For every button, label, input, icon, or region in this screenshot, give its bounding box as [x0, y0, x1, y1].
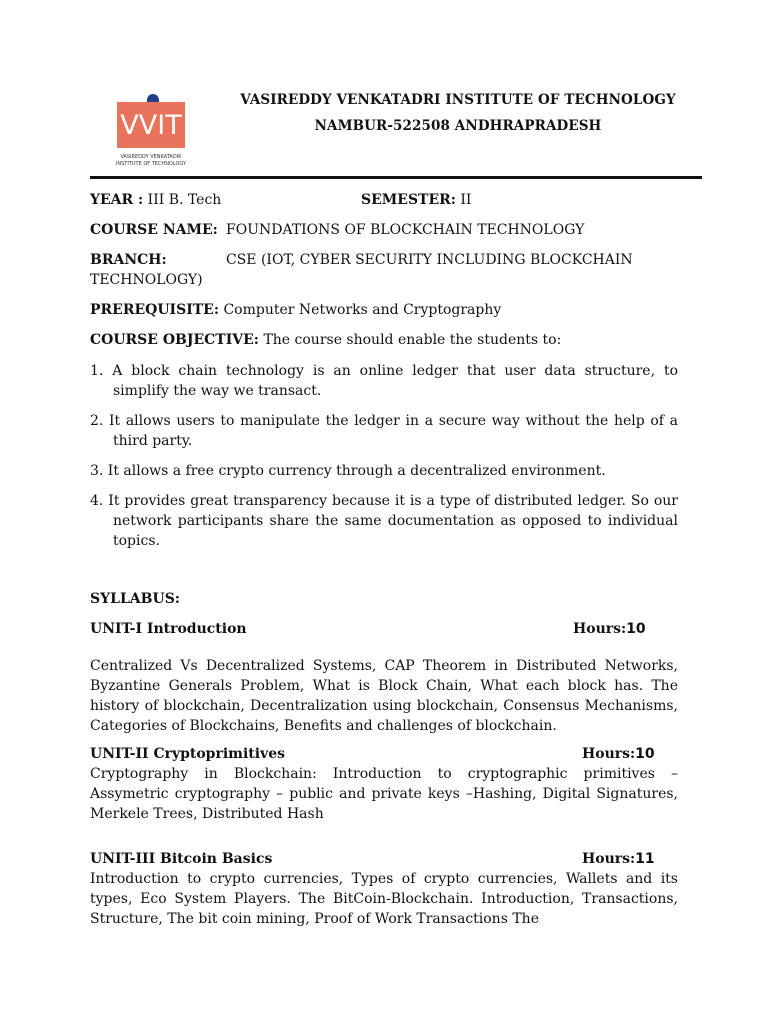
syllabus-heading: SYLLABUS:	[90, 591, 180, 607]
logo-box	[117, 102, 185, 148]
unit-2-hours	[582, 746, 655, 762]
semester-line	[361, 192, 471, 208]
unit-3-title: UNIT-III Bitcoin Basics	[90, 851, 273, 867]
header-rule	[90, 176, 702, 179]
unit-1-title: UNIT-I Introduction	[90, 621, 247, 637]
year-label: YEAR :	[90, 192, 144, 208]
objective-value: The course should enable the students to:	[263, 332, 562, 348]
course-name-label: COURSE NAME:	[90, 222, 218, 238]
unit-1-hours-value: 10	[626, 621, 646, 637]
unit-3-hours-label: Hours:	[582, 851, 636, 867]
objective-item-3: 3. It allows a free crypto currency through a decentralized environment.	[90, 463, 606, 479]
prerequisite-line	[90, 302, 501, 318]
logo-subtitle: VASIREDDY VENKATADRI INSTITUTE OF TECHNOLOGY	[115, 154, 187, 167]
year-line	[90, 192, 221, 208]
branch-value-1: CSE (IOT, CYBER SECURITY INCLUDING BLOCKCHAIN	[226, 252, 633, 268]
objective-item-4: 4. It provides great transparency because it is a type of distributed ledger. So our network participants share the same documentation as opposed to individual topics.	[90, 493, 678, 549]
branch-line	[90, 252, 167, 268]
branch-value-2: TECHNOLOGY)	[90, 272, 203, 288]
objective-item-2: 2. It allows users to manipulate the ledger in a secure way without the help of a third party.	[90, 413, 678, 449]
objective-label: COURSE OBJECTIVE:	[90, 332, 259, 348]
course-name-line	[90, 222, 218, 238]
branch-label: BRANCH:	[90, 252, 167, 268]
objective-line	[90, 332, 561, 348]
prerequisite-value: Computer Networks and Cryptography	[223, 302, 502, 318]
logo-text: VVIT	[120, 109, 182, 141]
unit-2-text: Cryptography in Blockchain: Introduction to cryptographic primitives – Assymetric cryptography – public and private keys –Hashing, Digital Signatures, Merkele Trees, Distributed Hash	[90, 766, 678, 822]
vvit-logo	[112, 94, 190, 176]
unit-3-text: Introduction to crypto currencies, Types of crypto currencies, Wallets and its types, Eco System Players. The BitCoin-Blockchain. Introduction, Transactions, Structure, The bit coin mining, Proof of Work Transactions The	[90, 871, 678, 927]
institute-address: NAMBUR-522508 ANDHRAPRADESH	[314, 118, 602, 134]
course-name-value: FOUNDATIONS OF BLOCKCHAIN TECHNOLOGY	[226, 222, 585, 238]
year-value: III B. Tech	[147, 192, 222, 208]
unit-3-hours	[582, 851, 655, 867]
unit-2-hours-label: Hours:	[582, 746, 636, 762]
unit-2-title: UNIT-II Cryptoprimitives	[90, 746, 286, 762]
unit-2-hours-value: 10	[635, 746, 655, 762]
prerequisite-label: PREREQUISITE:	[90, 302, 220, 318]
semester-value: II	[460, 192, 472, 208]
objective-item-1: 1. A block chain technology is an online ledger that user data structure, to simplify the way we transact.	[90, 363, 678, 399]
unit-3-hours-value: 11	[635, 851, 655, 867]
unit-1-hours-label: Hours:	[573, 621, 627, 637]
unit-1-hours	[573, 621, 646, 637]
unit-1-text: Centralized Vs Decentralized Systems, CAP Theorem in Distributed Networks, Byzantine Generals Problem, What is Block Chain, What each block has. The history of blockchain, Decentralization using blockchain, Consensus Mechanisms, Categories of Blockchains, Benefits and challenges of blockchain.	[90, 658, 678, 734]
semester-label: SEMESTER:	[361, 192, 456, 208]
institute-name: VASIREDDY VENKATADRI INSTITUTE OF TECHNOLOGY	[240, 92, 676, 108]
